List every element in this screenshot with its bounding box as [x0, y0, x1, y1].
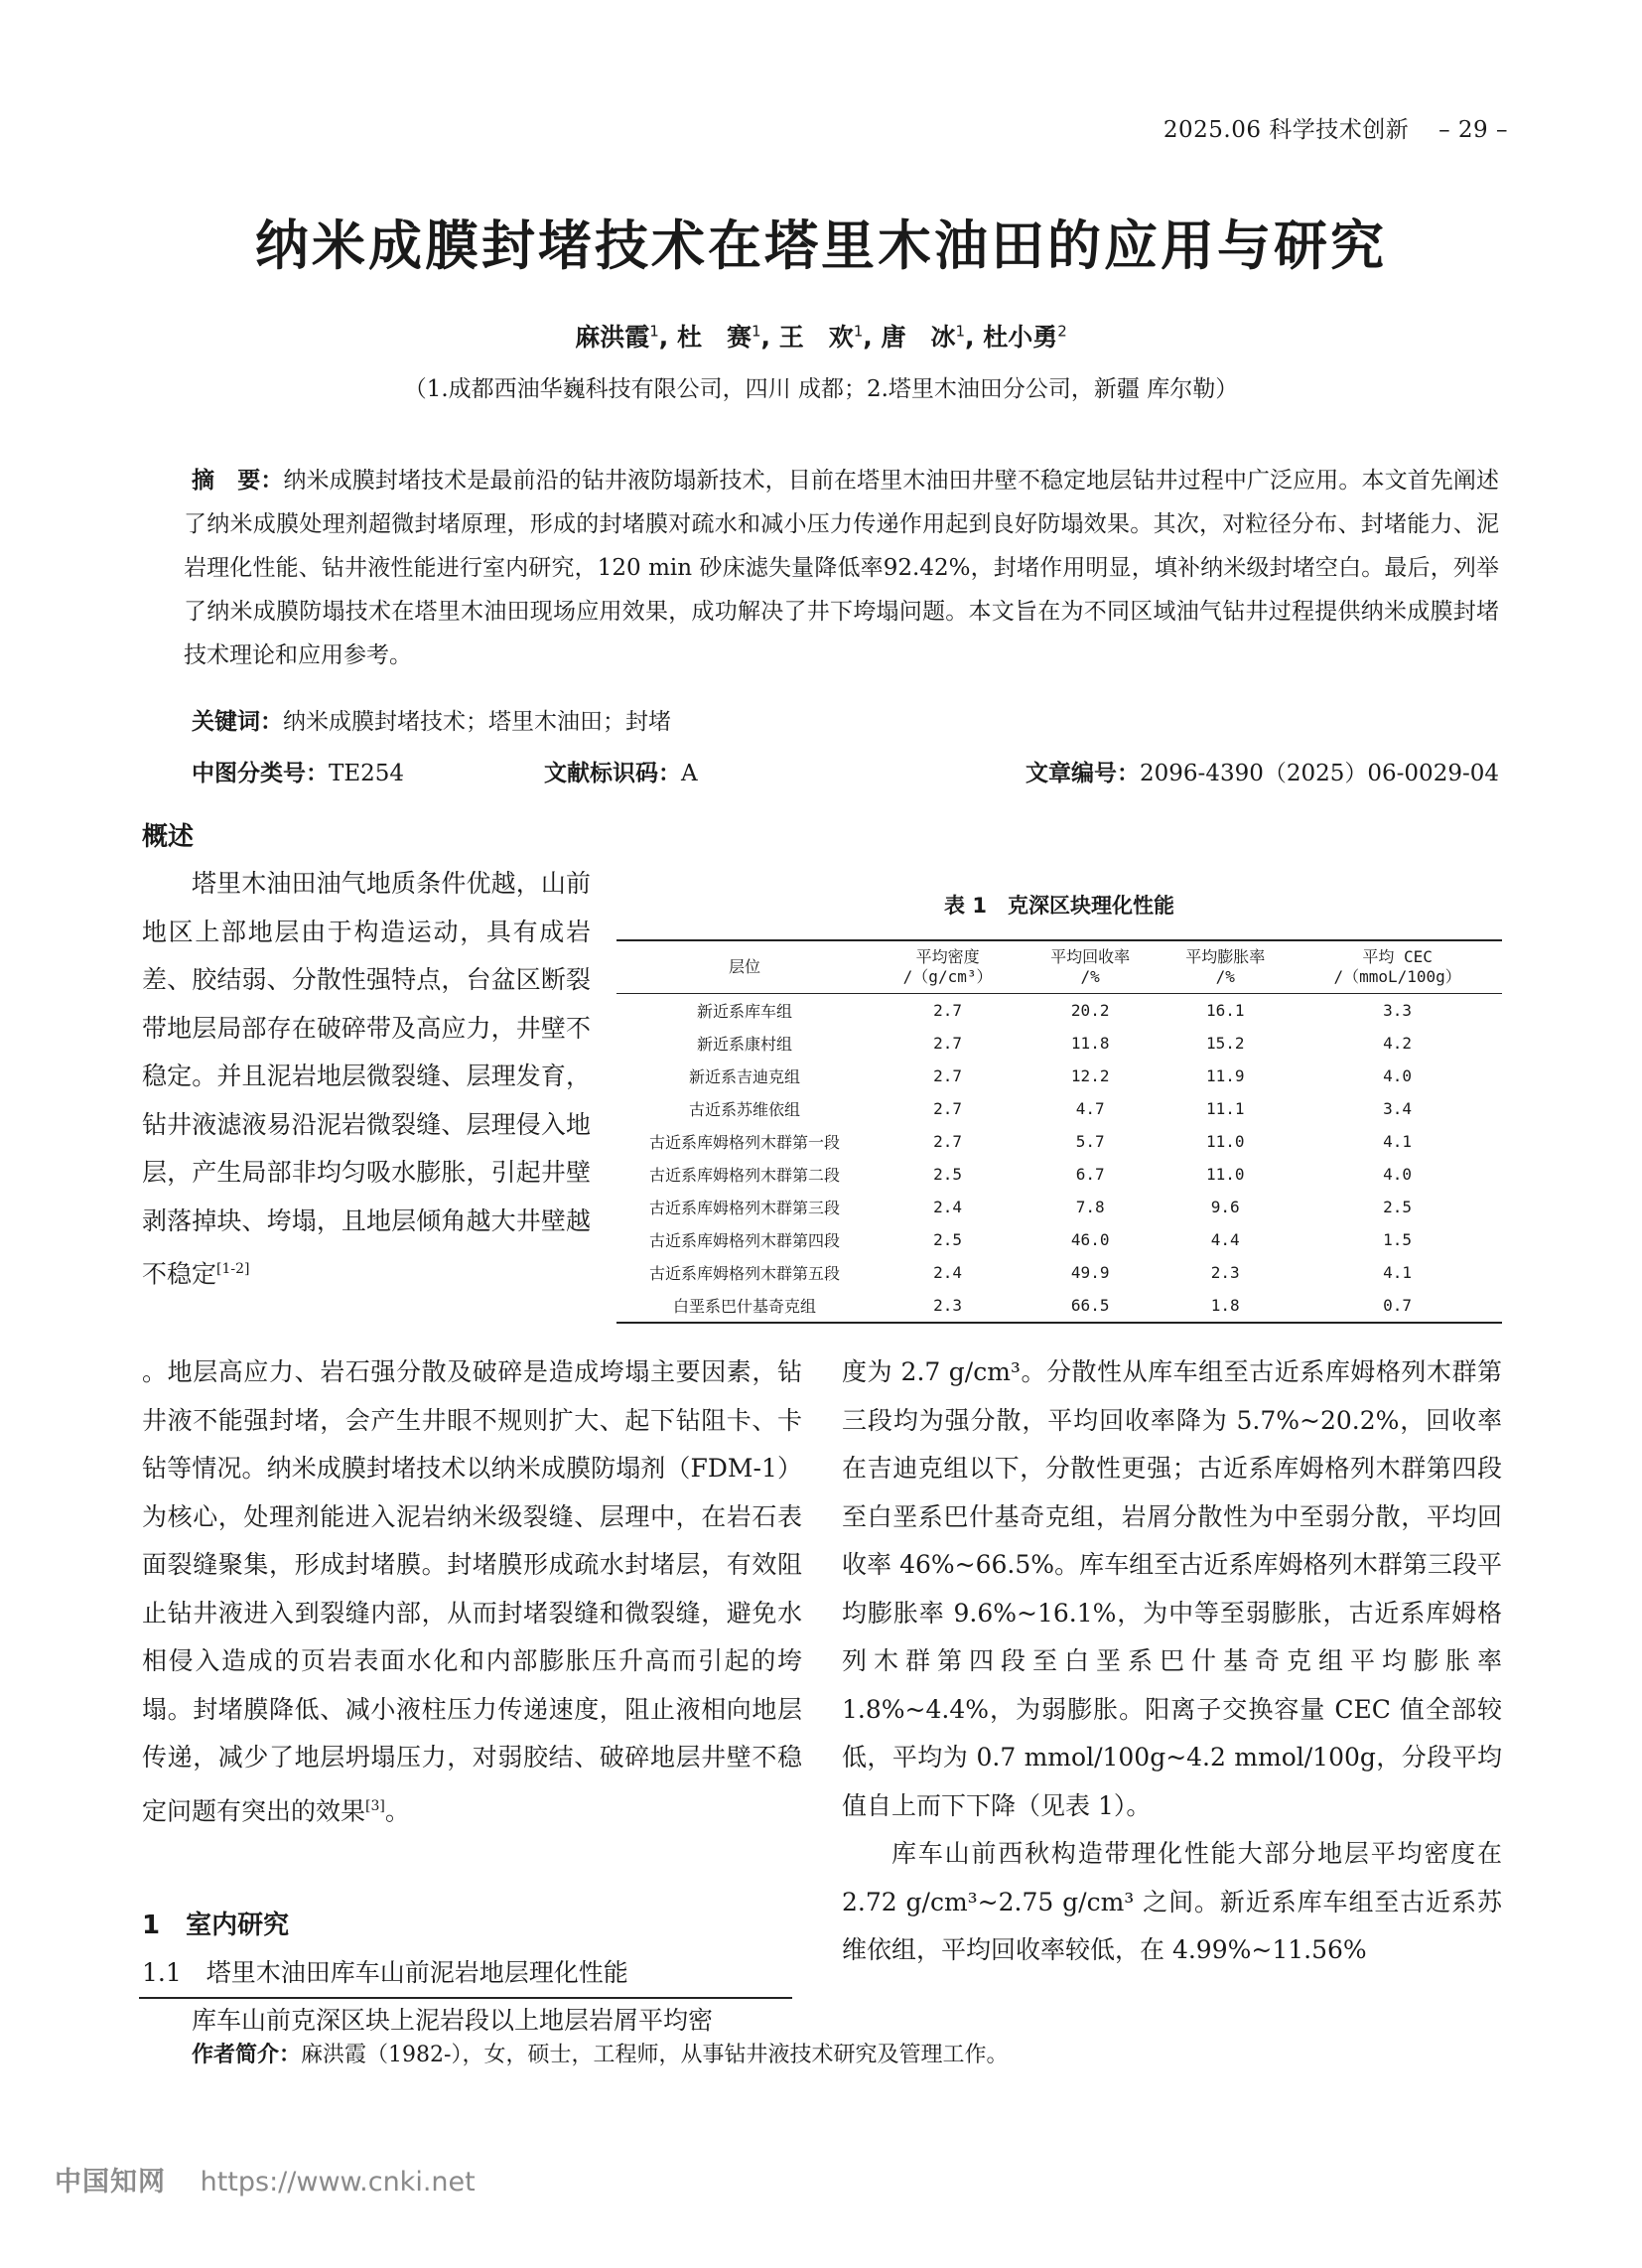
cnki-url[interactable]: https://www.cnki.net [200, 2167, 476, 2197]
page-number: – 29 – [1438, 117, 1508, 143]
section-heading-1-1: 1.1 塔里木油田库车山前泥岩地层理化性能 [142, 1958, 628, 1987]
paper-title: 纳米成膜封堵技术在塔里木油田的应用与研究 [255, 214, 1387, 277]
paragraph: 度为 2.7 g/cm³。分散性从库车组至古近系库姆格列木群第三段均为强分散，平均回收率降为 5.7%~20.2%，回收率在吉迪克组以下，分散性更强；古近系库姆格列木群第四段至白垩系巴什基奇克组，岩屑分散性为中至弱分散，平均回收率 46%~66.5%。库车组至古近系库姆格列木群第三段平均膨胀率 9.6%~16.1%，为中等至弱膨胀，古近系库姆格列木群第四段至白垩系巴什基奇克组平均膨胀率 1.8%~4.4%，为弱膨胀。阳离子交换容量 CEC 值全部较低，平均为 0.7 mmol/100g~4.2 mmol/100g，分段平均值自上而下下降（见表 1）。 [842, 1357, 1502, 1820]
table-row: 古近系苏维依组 2.7 4.7 11.1 3.4 [688, 1099, 1413, 1119]
section-heading-1: 1 室内研究 [142, 1911, 290, 1940]
table-1 [616, 890, 1502, 1324]
author: 杜小勇 [983, 323, 1058, 352]
section-1-block [142, 1902, 802, 2046]
author-affil-mark: 1 [751, 322, 761, 341]
table-row: 古近系库姆格列木群第二段 2.5 6.7 11.0 4.0 [648, 1165, 1413, 1185]
table-header-row [616, 940, 1502, 994]
section-1-1-text: 库车山前克深区块上泥岩段以上地层岩屑平均密 [192, 2006, 714, 2035]
citation: [1-2] [216, 1261, 250, 1277]
abstract-label: 摘 要： [192, 468, 284, 494]
table-header: 平均膨胀率 /% [1185, 947, 1266, 986]
table-row: 白垩系巴什基奇克组 2.3 66.5 1.8 0.7 [616, 1289, 1502, 1323]
cnki-watermark [55, 2160, 476, 2198]
paragraph: 库车山前西秋构造带理化性能大部分地层平均密度在 2.72 g/cm³~2.75 g/cm³ 之间。新近系库车组至古近系苏维依组，平均回收率较低，在 4.99%~11.56% [842, 1839, 1502, 1964]
overview-paragraph-part1 [142, 860, 591, 1299]
clc-number: 中图分类号：TE254 [192, 761, 405, 786]
author-footnote [192, 2038, 1008, 2068]
table-title: 表 1 克深区块理化性能 [944, 894, 1174, 918]
properties-table [616, 939, 1502, 1324]
abstract [184, 459, 1499, 677]
author-affil-mark: 1 [649, 322, 659, 341]
table-row: 古近系库姆格列木群第四段 2.5 46.0 4.4 1.5 [648, 1230, 1413, 1250]
author-list: 麻洪霞$^1$, 杜 赛$^1$, 王 欢$^1$, 唐 冰$^1$, 杜小勇$^2$ [575, 322, 1067, 352]
journal-issue: 2025.06 科学技术创新 [1163, 117, 1410, 143]
running-header [1163, 111, 1508, 144]
author: 麻洪霞 [575, 323, 650, 352]
table-row: 新近系康村组 2.7 11.8 15.2 4.2 [696, 1034, 1413, 1054]
section-heading-overview: 概述 [142, 822, 195, 852]
overview-paragraph-part2: 。地层高应力、岩石强分散及破碎是造成垮塌主要因素，钻井液不能强封堵，会产生井眼不规则扩大、起下钻阻卡、卡钻等情况。纳米成膜封堵技术以纳米成膜防塌剂（FDM-1）为核心，处理剂能进入泥岩纳米级裂缝、层理中，在岩石表面裂缝聚集，形成封堵膜。封堵膜形成疏水封堵层，有效阻止钻井液进入到裂缝内部，从而封堵裂缝和微裂缝，避免水相侵入造成的页岩表面水化和内部膨胀压升高而引起的垮塌。封堵膜降低、减小液柱压力传递速度，阻止液相向地层传递，减少了地层坍塌压力，对弱胶结、破碎地层井壁不稳定问题有突出的效果[3]。 [142, 1357, 802, 1825]
abstract-text: 纳米成膜封堵技术是最前沿的钻井液防塌新技术，目前在塔里木油田井壁不稳定地层钻井过程中广泛应用。本文首先阐述了纳米成膜处理剂超微封堵原理，形成的封堵膜对疏水和减小压力传递作用起到良好防塌效果。其次，对粒径分布、封堵能力、泥岩理化性能、钻井液性能进行室内研究，120 min 砂床滤失量降低率92.42%，封堵作用明显，填补纳米级封堵空白。最后，列举了纳米成膜防塌技术在塔里木油田现场应用效果，成功解决了井下垮塌问题。本文旨在为不同区域油气钻井过程提供纳米成膜封堵技术理论和应用参考。 [184, 468, 1500, 668]
table-header: 平均回收率 /% [1050, 947, 1131, 986]
affiliation: （1.成都西油华巍科技有限公司，四川 成都；2.塔里木油田分公司，新疆 库尔勒） [403, 376, 1239, 402]
author: 唐 冰 [881, 323, 956, 352]
keywords [192, 703, 671, 736]
table-header: 平均 CEC /（mmoL/100g） [1333, 947, 1461, 986]
keywords-label: 关键词： [192, 709, 283, 735]
overview-text: 。地层高应力、岩石强分散及破碎是造成垮塌主要因素，钻井液不能强封堵，会产生井眼不规则扩大、起下钻阻卡、卡钻等情况。纳米成膜封堵技术以纳米成膜防塌剂（FDM-1）为核心，处理剂能进入泥岩纳米级裂缝、层理中，在岩石表面裂缝聚集，形成封堵膜。封堵膜形成疏水封堵层，有效阻止钻井液进入到裂缝内部，从而封堵裂缝和微裂缝，避免水相侵入造成的页岩表面水化和内部膨胀压升高而引起的垮塌。封堵膜降低、减小液柱压力传递速度，阻止液相向地层传递，减少了地层坍塌压力，对弱胶结、破碎地层井壁不稳定问题有突出的效果 [142, 1357, 802, 1825]
footnote-divider [139, 1997, 792, 1999]
table-row: 新近系吉迪克组 2.7 12.2 11.9 4.0 [688, 1066, 1413, 1086]
author-affil-mark: 1 [955, 322, 966, 341]
right-column-text [842, 1348, 1502, 1975]
table-header: 平均密度 /（g/cm³） [902, 947, 993, 986]
cnki-logo: 中国知网 [55, 2167, 166, 2197]
table-header: 层位 [728, 957, 760, 976]
citation: [3] [365, 1797, 385, 1814]
table-row: 古近系库姆格列木群第三段 2.4 7.8 9.6 2.5 [648, 1198, 1413, 1217]
footnote-label: 作者简介： [192, 2043, 302, 2067]
table-row: 古近系库姆格列木群第一段 2.7 5.7 11.0 4.1 [648, 1132, 1413, 1152]
author: 杜 赛 [676, 323, 752, 352]
keywords-text: 纳米成膜封堵技术；塔里木油田；封堵 [283, 709, 671, 735]
author: 王 欢 [778, 323, 854, 352]
document-code: 文献标识码：A [544, 761, 698, 786]
table-row: 古近系库姆格列木群第五段 2.4 49.9 2.3 4.1 [648, 1263, 1413, 1283]
author-affil-mark: 2 [1057, 322, 1067, 341]
overview-text: 塔里木油田油气地质条件优越，山前地区上部地层由于构造运动，具有成岩差、胶结弱、分散性强特点，台盆区断裂带地层局部存在破碎带及高应力，井壁不稳定。并且泥岩地层微裂缝、层理发育，钻井液滤液易沿泥岩微裂缝、层理侵入地层，产生局部非均匀吸水膨胀，引起井壁剥落掉块、垮塌，且地层倾角越大井壁越不稳定 [142, 869, 591, 1289]
article-number: 文章编号：2096-4390（2025）06-0029-04 [1026, 761, 1499, 786]
table-row: 新近系库车组 2.7 20.2 16.1 3.3 [696, 1001, 1413, 1021]
footnote-text: 麻洪霞（1982-），女，硕士，工程师，从事钻井液技术研究及管理工作。 [301, 2043, 1009, 2067]
author-affil-mark: 1 [853, 322, 864, 341]
